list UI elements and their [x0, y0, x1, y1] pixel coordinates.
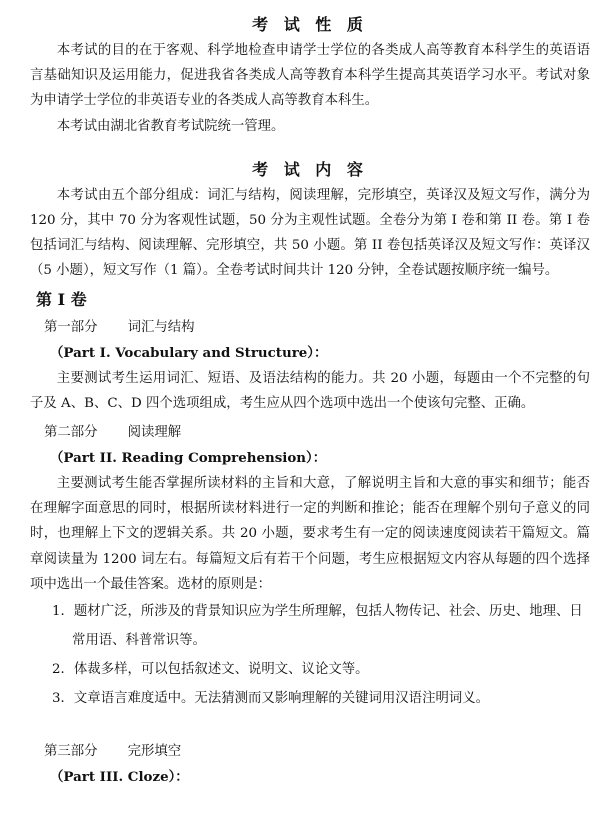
list-item: 3．文章语言难度适中。无法猜测而又影响理解的关键词用汉语注明词义。 — [52, 691, 490, 707]
part2-english-title: （Part II. Reading Comprehension）： — [50, 450, 327, 467]
section-title-nature: 考 试 性 质 — [252, 15, 368, 34]
content-paragraph-1: 本考试由五个部分组成：词汇与结构，阅读理解，完形填空，英译汉及短文写作，满分为 120 分，其中 70 分为客观性试题，50 分为主观性试题。全卷分为第 I 卷和第 II 卷。第 I 卷包括词汇与结构、阅读理解、完形填空，共 50 小题。第 II 卷包括英译汉及短文写作：英译汉（5 小题），短文写作（1 篇）。全卷考试时间共计 120 分钟，全卷试题按顺序统一编号。 — [30, 187, 590, 279]
selection-principles-list — [30, 597, 590, 713]
list-item: 2．体裁多样，可以包括叙述文、说明文、议论文等。 — [52, 662, 369, 678]
nature-paragraph-2: 本考试由湖北省教育考试院统一管理。 — [56, 118, 285, 134]
part2-heading — [44, 420, 590, 445]
part1-number: 第一部分 — [44, 319, 98, 335]
part1-heading — [44, 315, 590, 340]
part2-name: 阅读理解 — [127, 425, 182, 441]
part3-english-title: （Part III. Cloze）： — [50, 769, 189, 786]
part1-english-title: （Part I. Vocabulary and Structure）： — [50, 344, 328, 361]
part2-number: 第二部分 — [44, 425, 98, 441]
list-item: 1．题材广泛，所涉及的背景知识应为学生所理解，包括人物传记、社会、历史、地理、日常用语、科普常识等。 — [52, 604, 583, 649]
part3-heading — [44, 739, 590, 764]
part1-name: 词汇与结构 — [127, 319, 195, 335]
part2-description: 主要测试考生能否掌握所读材料的主旨和大意，了解说明主旨和大意的事实和细节；能否在理解字面意思的同时，根据所读材料进行一定的判断和推论；能否在理解个别句子意义的同时，也理解上下文的逻辑关系。共 20 小题，要求考生有一定的阅读速度阅读若干篇短文。篇章阅读量为 1200 词左右。每篇短文后有若干个问题，考生应根据短文内容从每题的四个选择项中选出一个最佳答案。选材的原则是： — [30, 476, 590, 592]
nature-paragraph-1: 本考试的目的在于客观、科学地检查申请学士学位的各类成人高等教育本科学生的英语语言基础知识及运用能力，促进我省各类成人高等教育本科学生提高其英语学习水平。考试对象为申请学士学位的非英语专业的各类成人高等教育本科生。 — [30, 43, 590, 109]
section-title-content: 考 试 内 容 — [252, 159, 368, 179]
part3-name: 完形填空 — [127, 744, 182, 760]
volume-1-heading: 第 I 卷 — [36, 289, 87, 309]
part3-number: 第三部分 — [44, 744, 98, 760]
part1-description: 主要测试考生运用词汇、短语、及语法结构的能力。共 20 小题，每题由一个不完整的句子及 A、B、C、D 四个选项组成，考生应从四个选项中选出一个使该句完整、正确。 — [30, 370, 590, 411]
